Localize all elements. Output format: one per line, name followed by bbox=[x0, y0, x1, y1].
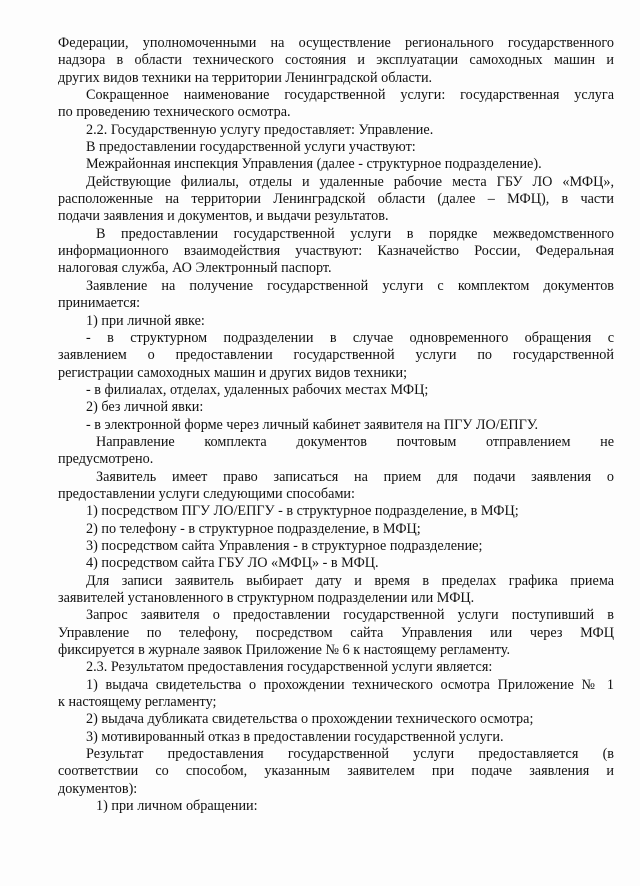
text-line: В предоставлении государственной услуги участвуют: bbox=[86, 139, 416, 156]
text-line: заявлением о предоставлении государственной услуги по государственной bbox=[58, 347, 614, 364]
text-line: 1) при личном обращении: bbox=[96, 798, 258, 815]
text-line: подачи заявления и документов, и выдачи результатов. bbox=[58, 208, 389, 225]
text-line: заявителей установленного в структурном подразделении или МФЦ. bbox=[58, 590, 475, 606]
text-line: соответствии со способом, указанным заявителем при подаче заявления и bbox=[58, 763, 614, 780]
text-line: информационного взаимодействия участвуют: Казначейство России, Федеральная bbox=[58, 243, 614, 260]
text-line: 2) без личной явки: bbox=[86, 399, 204, 416]
text-line: 3) мотивированный отказ в предоставлении государственной услуги. bbox=[86, 728, 504, 745]
text-line: 2) по телефону - в структурное подразделение, в МФЦ; bbox=[86, 520, 421, 537]
text-line: 1) при личной явке: bbox=[86, 312, 205, 329]
text-line: предоставлении услуги следующими способами: bbox=[58, 485, 355, 502]
text-line: Для записи заявитель выбирает дату и время в пределах графика приема bbox=[86, 572, 614, 589]
text-line: Федерации, уполномоченными на осуществление регионального государственного bbox=[58, 35, 614, 51]
text-line: Заявитель имеет право записаться на прием для подачи заявления о bbox=[96, 468, 614, 485]
text-line: фиксируется в журнале заявок Приложение № 6 к настоящему регламенту. bbox=[58, 642, 511, 659]
text-line: Запрос заявителя о предоставлении государственной услуги поступивший в bbox=[86, 607, 614, 624]
text-line: к настоящему регламенту; bbox=[58, 694, 217, 711]
text-line: регистрации самоходных машин и других видов техники; bbox=[58, 364, 408, 381]
text-line: принимается: bbox=[58, 295, 141, 312]
text-line: 2) выдача дубликата свидетельства о прохождении технического осмотра; bbox=[86, 711, 534, 728]
text-line: документов): bbox=[58, 780, 138, 797]
text-line: Заявление на получение государственной услуги с комплектом документов bbox=[86, 277, 614, 294]
text-line: 2.3. Результатом предоставления государственной услуги является: bbox=[86, 659, 493, 676]
text-line: 4) посредством сайта ГБУ ЛО «МФЦ» - в МФЦ. bbox=[86, 555, 379, 572]
text-line: 2.2. Государственную услугу предоставляет: Управление. bbox=[86, 121, 434, 138]
text-line: 1) выдача свидетельства о прохождении технического осмотра Приложение № 1 bbox=[86, 676, 614, 693]
text-line: предусмотрено. bbox=[58, 451, 154, 468]
text-line: расположенные на территории Ленинградской области (далее – МФЦ), в части bbox=[58, 191, 614, 208]
text-line: налоговая служба, АО Электронный паспорт. bbox=[58, 260, 332, 277]
text-line: Межрайонная инспекция Управления (далее - структурное подразделение). bbox=[86, 156, 542, 173]
text-line: Результат предоставления государственной услуги предоставляется (в bbox=[86, 746, 614, 763]
text-line: других видов техники на территории Ленинградской области. bbox=[58, 69, 433, 86]
document-body bbox=[58, 35, 614, 815]
text-line: Управление по телефону, посредством сайта Управления или через МФЦ bbox=[58, 624, 614, 641]
text-line: 1) посредством ПГУ ЛО/ЕПГУ - в структурное подразделение, в МФЦ; bbox=[86, 503, 519, 520]
text-line: Действующие филиалы, отделы и удаленные рабочие места ГБУ ЛО «МФЦ», bbox=[86, 173, 614, 190]
text-line: - в структурном подразделении в случае одновременного обращения с bbox=[86, 329, 614, 346]
text-line: Сокращенное наименование государственной услуги: государственная услуга bbox=[86, 87, 614, 104]
text-line: 3) посредством сайта Управления - в структурное подразделение; bbox=[86, 537, 483, 554]
text-line: - в электронной форме через личный кабинет заявителя на ПГУ ЛО/ЕПГУ. bbox=[86, 416, 539, 433]
text-line: Направление комплекта документов почтовым отправлением не bbox=[96, 433, 614, 450]
text-line: по проведению технического осмотра. bbox=[58, 104, 291, 121]
text-line: В предоставлении государственной услуги в порядке межведомственного bbox=[96, 225, 614, 242]
text-line: надзора в области технического состояния и эксплуатации самоходных машин и bbox=[58, 52, 614, 69]
text-line: - в филиалах, отделах, удаленных рабочих местах МФЦ; bbox=[86, 381, 429, 398]
